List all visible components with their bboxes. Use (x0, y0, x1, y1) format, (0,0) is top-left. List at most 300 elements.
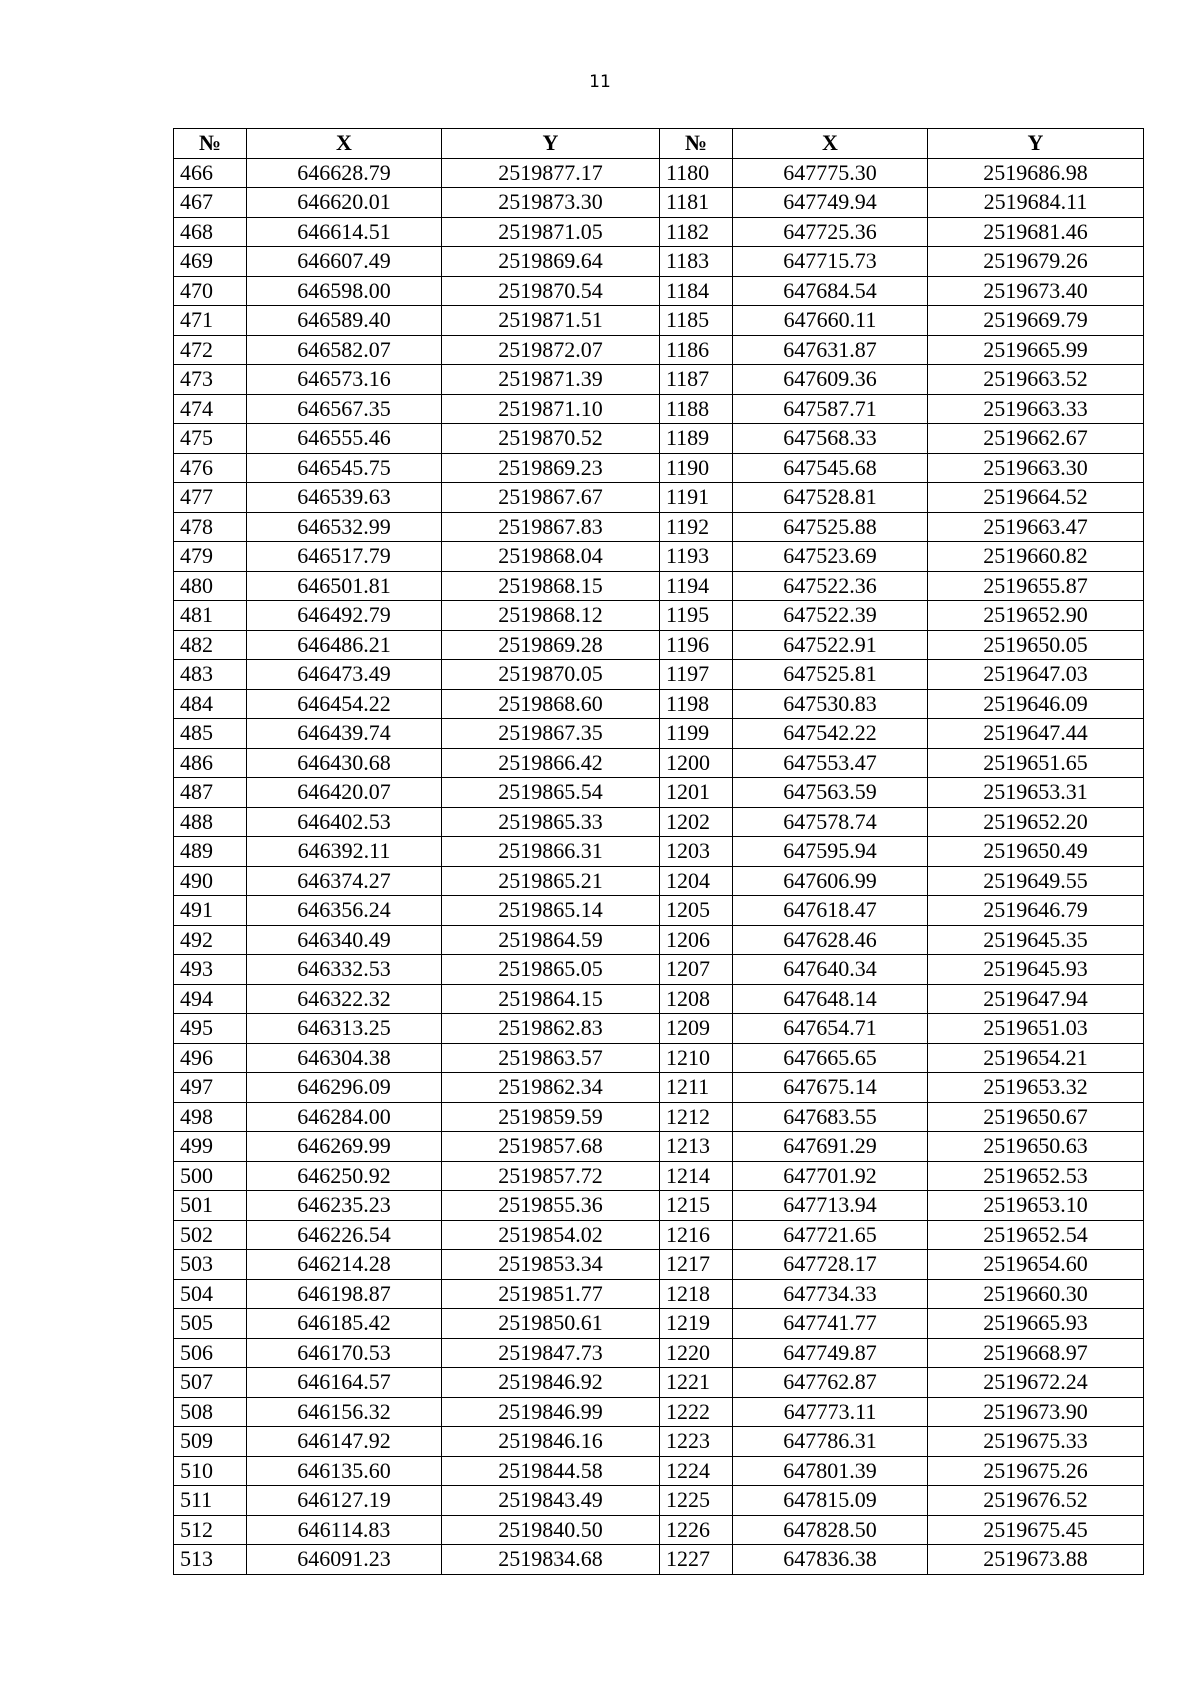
point-number-cell: 495 (174, 1014, 247, 1044)
x-coordinate-cell: 646114.83 (247, 1515, 442, 1545)
header-row (174, 129, 1144, 159)
point-number-cell: 478 (174, 512, 247, 542)
x-coordinate-cell: 647701.92 (733, 1161, 928, 1191)
point-number-cell: 482 (174, 630, 247, 660)
point-number-cell: 477 (174, 483, 247, 513)
y-coordinate-cell: 2519867.83 (442, 512, 660, 542)
x-coordinate-cell: 646198.87 (247, 1279, 442, 1309)
point-number-cell: 1198 (660, 689, 733, 719)
y-coordinate-cell: 2519672.24 (928, 1368, 1144, 1398)
point-number-cell: 491 (174, 896, 247, 926)
table-row (174, 778, 1144, 808)
point-number-cell: 507 (174, 1368, 247, 1398)
table-row (174, 630, 1144, 660)
x-coordinate-cell: 647721.65 (733, 1220, 928, 1250)
point-number-cell: 1211 (660, 1073, 733, 1103)
x-coordinate-cell: 646156.32 (247, 1397, 442, 1427)
point-number-cell: 1192 (660, 512, 733, 542)
point-number-cell: 1212 (660, 1102, 733, 1132)
point-number-cell: 484 (174, 689, 247, 719)
y-coordinate-cell: 2519652.20 (928, 807, 1144, 837)
point-number-cell: 475 (174, 424, 247, 454)
point-number-cell: 1201 (660, 778, 733, 808)
point-number-cell: 1195 (660, 601, 733, 631)
x-coordinate-cell: 646322.32 (247, 984, 442, 1014)
x-coordinate-cell: 647525.81 (733, 660, 928, 690)
point-number-cell: 509 (174, 1427, 247, 1457)
point-number-cell: 1208 (660, 984, 733, 1014)
y-coordinate-cell: 2519865.05 (442, 955, 660, 985)
y-coordinate-cell: 2519650.05 (928, 630, 1144, 660)
x-coordinate-cell: 646501.81 (247, 571, 442, 601)
table-row (174, 483, 1144, 513)
y-coordinate-cell: 2519651.65 (928, 748, 1144, 778)
table-row (174, 896, 1144, 926)
x-coordinate-cell: 647691.29 (733, 1132, 928, 1162)
table-row (174, 512, 1144, 542)
x-coordinate-cell: 646420.07 (247, 778, 442, 808)
table-row (174, 335, 1144, 365)
y-coordinate-cell: 2519653.32 (928, 1073, 1144, 1103)
x-coordinate-cell: 646235.23 (247, 1191, 442, 1221)
x-coordinate-cell: 647786.31 (733, 1427, 928, 1457)
y-coordinate-cell: 2519862.83 (442, 1014, 660, 1044)
point-number-cell: 1210 (660, 1043, 733, 1073)
y-coordinate-cell: 2519665.93 (928, 1309, 1144, 1339)
y-coordinate-cell: 2519851.77 (442, 1279, 660, 1309)
point-number-cell: 497 (174, 1073, 247, 1103)
y-coordinate-cell: 2519654.60 (928, 1250, 1144, 1280)
table-row (174, 689, 1144, 719)
table-row (174, 1043, 1144, 1073)
y-coordinate-cell: 2519650.63 (928, 1132, 1144, 1162)
x-coordinate-cell: 646517.79 (247, 542, 442, 572)
x-coordinate-cell: 646392.11 (247, 837, 442, 867)
y-coordinate-cell: 2519662.67 (928, 424, 1144, 454)
y-coordinate-cell: 2519675.33 (928, 1427, 1144, 1457)
table-row (174, 1191, 1144, 1221)
y-coordinate-cell: 2519660.82 (928, 542, 1144, 572)
y-coordinate-cell: 2519865.14 (442, 896, 660, 926)
x-coordinate-cell: 647775.30 (733, 158, 928, 188)
x-coordinate-cell: 646170.53 (247, 1338, 442, 1368)
point-number-cell: 1186 (660, 335, 733, 365)
table-row (174, 1073, 1144, 1103)
table-row (174, 660, 1144, 690)
y-coordinate-cell: 2519676.52 (928, 1486, 1144, 1516)
point-number-cell: 467 (174, 188, 247, 218)
point-number-cell: 1182 (660, 217, 733, 247)
point-number-cell: 473 (174, 365, 247, 395)
table-row (174, 1279, 1144, 1309)
x-coordinate-cell: 647684.54 (733, 276, 928, 306)
page-number: 11 (589, 72, 611, 92)
y-coordinate-cell: 2519844.58 (442, 1456, 660, 1486)
y-coordinate-cell: 2519668.97 (928, 1338, 1144, 1368)
x-coordinate-cell: 646628.79 (247, 158, 442, 188)
y-coordinate-cell: 2519652.54 (928, 1220, 1144, 1250)
y-coordinate-cell: 2519877.17 (442, 158, 660, 188)
y-coordinate-cell: 2519651.03 (928, 1014, 1144, 1044)
x-coordinate-cell: 646356.24 (247, 896, 442, 926)
x-coordinate-cell: 647606.99 (733, 866, 928, 896)
point-number-cell: 471 (174, 306, 247, 336)
y-coordinate-cell: 2519673.88 (928, 1545, 1144, 1575)
x-coordinate-cell: 647762.87 (733, 1368, 928, 1398)
point-number-cell: 512 (174, 1515, 247, 1545)
point-number-cell: 1194 (660, 571, 733, 601)
table-row (174, 1161, 1144, 1191)
point-number-cell: 1199 (660, 719, 733, 749)
header-x-left: X (247, 129, 442, 159)
point-number-cell: 485 (174, 719, 247, 749)
x-coordinate-cell: 646598.00 (247, 276, 442, 306)
table-row (174, 955, 1144, 985)
y-coordinate-cell: 2519645.35 (928, 925, 1144, 955)
y-coordinate-cell: 2519847.73 (442, 1338, 660, 1368)
x-coordinate-cell: 646226.54 (247, 1220, 442, 1250)
y-coordinate-cell: 2519663.47 (928, 512, 1144, 542)
table-row (174, 984, 1144, 1014)
x-coordinate-cell: 646332.53 (247, 955, 442, 985)
x-coordinate-cell: 646127.19 (247, 1486, 442, 1516)
point-number-cell: 1219 (660, 1309, 733, 1339)
y-coordinate-cell: 2519873.30 (442, 188, 660, 218)
y-coordinate-cell: 2519664.52 (928, 483, 1144, 513)
y-coordinate-cell: 2519653.31 (928, 778, 1144, 808)
y-coordinate-cell: 2519679.26 (928, 247, 1144, 277)
x-coordinate-cell: 646269.99 (247, 1132, 442, 1162)
point-number-cell: 1221 (660, 1368, 733, 1398)
y-coordinate-cell: 2519867.35 (442, 719, 660, 749)
x-coordinate-cell: 647836.38 (733, 1545, 928, 1575)
x-coordinate-cell: 646340.49 (247, 925, 442, 955)
x-coordinate-cell: 647640.34 (733, 955, 928, 985)
point-number-cell: 492 (174, 925, 247, 955)
x-coordinate-cell: 647683.55 (733, 1102, 928, 1132)
point-number-cell: 1203 (660, 837, 733, 867)
y-coordinate-cell: 2519681.46 (928, 217, 1144, 247)
y-coordinate-cell: 2519663.52 (928, 365, 1144, 395)
x-coordinate-cell: 646492.79 (247, 601, 442, 631)
x-coordinate-cell: 647660.11 (733, 306, 928, 336)
y-coordinate-cell: 2519647.44 (928, 719, 1144, 749)
point-number-cell: 1189 (660, 424, 733, 454)
point-number-cell: 1204 (660, 866, 733, 896)
x-coordinate-cell: 646250.92 (247, 1161, 442, 1191)
x-coordinate-cell: 647631.87 (733, 335, 928, 365)
point-number-cell: 470 (174, 276, 247, 306)
table-row (174, 1545, 1144, 1575)
x-coordinate-cell: 646532.99 (247, 512, 442, 542)
point-number-cell: 468 (174, 217, 247, 247)
table-row (174, 424, 1144, 454)
x-coordinate-cell: 647522.91 (733, 630, 928, 660)
y-coordinate-cell: 2519846.16 (442, 1427, 660, 1457)
point-number-cell: 508 (174, 1397, 247, 1427)
table-body (174, 158, 1144, 1574)
table-row (174, 719, 1144, 749)
x-coordinate-cell: 646589.40 (247, 306, 442, 336)
x-coordinate-cell: 646135.60 (247, 1456, 442, 1486)
table-row (174, 276, 1144, 306)
y-coordinate-cell: 2519865.33 (442, 807, 660, 837)
y-coordinate-cell: 2519853.34 (442, 1250, 660, 1280)
point-number-cell: 502 (174, 1220, 247, 1250)
y-coordinate-cell: 2519854.02 (442, 1220, 660, 1250)
point-number-cell: 489 (174, 837, 247, 867)
x-coordinate-cell: 647713.94 (733, 1191, 928, 1221)
x-coordinate-cell: 647545.68 (733, 453, 928, 483)
x-coordinate-cell: 646374.27 (247, 866, 442, 896)
x-coordinate-cell: 647665.65 (733, 1043, 928, 1073)
x-coordinate-cell: 647609.36 (733, 365, 928, 395)
x-coordinate-cell: 646439.74 (247, 719, 442, 749)
x-coordinate-cell: 647654.71 (733, 1014, 928, 1044)
x-coordinate-cell: 646454.22 (247, 689, 442, 719)
point-number-cell: 511 (174, 1486, 247, 1516)
point-number-cell: 1202 (660, 807, 733, 837)
point-number-cell: 1220 (660, 1338, 733, 1368)
table-row (174, 1338, 1144, 1368)
y-coordinate-cell: 2519675.26 (928, 1456, 1144, 1486)
table-row (174, 1486, 1144, 1516)
y-coordinate-cell: 2519864.15 (442, 984, 660, 1014)
y-coordinate-cell: 2519647.03 (928, 660, 1144, 690)
y-coordinate-cell: 2519863.57 (442, 1043, 660, 1073)
point-number-cell: 1223 (660, 1427, 733, 1457)
x-coordinate-cell: 647675.14 (733, 1073, 928, 1103)
table-row (174, 1397, 1144, 1427)
x-coordinate-cell: 646091.23 (247, 1545, 442, 1575)
y-coordinate-cell: 2519871.05 (442, 217, 660, 247)
point-number-cell: 480 (174, 571, 247, 601)
x-coordinate-cell: 646214.28 (247, 1250, 442, 1280)
y-coordinate-cell: 2519850.61 (442, 1309, 660, 1339)
y-coordinate-cell: 2519843.49 (442, 1486, 660, 1516)
point-number-cell: 469 (174, 247, 247, 277)
x-coordinate-cell: 647815.09 (733, 1486, 928, 1516)
x-coordinate-cell: 647801.39 (733, 1456, 928, 1486)
point-number-cell: 1200 (660, 748, 733, 778)
y-coordinate-cell: 2519862.34 (442, 1073, 660, 1103)
y-coordinate-cell: 2519650.49 (928, 837, 1144, 867)
point-number-cell: 1187 (660, 365, 733, 395)
point-number-cell: 1180 (660, 158, 733, 188)
point-number-cell: 1218 (660, 1279, 733, 1309)
y-coordinate-cell: 2519652.53 (928, 1161, 1144, 1191)
y-coordinate-cell: 2519846.99 (442, 1397, 660, 1427)
x-coordinate-cell: 646473.49 (247, 660, 442, 690)
point-number-cell: 483 (174, 660, 247, 690)
point-number-cell: 493 (174, 955, 247, 985)
x-coordinate-cell: 647728.17 (733, 1250, 928, 1280)
y-coordinate-cell: 2519686.98 (928, 158, 1144, 188)
x-coordinate-cell: 646304.38 (247, 1043, 442, 1073)
point-number-cell: 1226 (660, 1515, 733, 1545)
header-number-left: № (174, 129, 247, 159)
table-row (174, 1368, 1144, 1398)
x-coordinate-cell: 647528.81 (733, 483, 928, 513)
y-coordinate-cell: 2519872.07 (442, 335, 660, 365)
table-row (174, 601, 1144, 631)
point-number-cell: 499 (174, 1132, 247, 1162)
x-coordinate-cell: 646430.68 (247, 748, 442, 778)
y-coordinate-cell: 2519870.54 (442, 276, 660, 306)
y-coordinate-cell: 2519673.40 (928, 276, 1144, 306)
table-row (174, 158, 1144, 188)
x-coordinate-cell: 647715.73 (733, 247, 928, 277)
y-coordinate-cell: 2519663.30 (928, 453, 1144, 483)
point-number-cell: 472 (174, 335, 247, 365)
table-row (174, 1515, 1144, 1545)
point-number-cell: 1181 (660, 188, 733, 218)
point-number-cell: 1188 (660, 394, 733, 424)
y-coordinate-cell: 2519870.05 (442, 660, 660, 690)
x-coordinate-cell: 647749.87 (733, 1338, 928, 1368)
y-coordinate-cell: 2519665.99 (928, 335, 1144, 365)
y-coordinate-cell: 2519846.92 (442, 1368, 660, 1398)
table-row (174, 306, 1144, 336)
x-coordinate-cell: 647568.33 (733, 424, 928, 454)
table-row (174, 807, 1144, 837)
x-coordinate-cell: 647587.71 (733, 394, 928, 424)
point-number-cell: 1206 (660, 925, 733, 955)
x-coordinate-cell: 646185.42 (247, 1309, 442, 1339)
y-coordinate-cell: 2519646.09 (928, 689, 1144, 719)
y-coordinate-cell: 2519652.90 (928, 601, 1144, 631)
table-row (174, 365, 1144, 395)
table-row (174, 748, 1144, 778)
point-number-cell: 498 (174, 1102, 247, 1132)
y-coordinate-cell: 2519653.10 (928, 1191, 1144, 1221)
point-number-cell: 1209 (660, 1014, 733, 1044)
table-row (174, 542, 1144, 572)
x-coordinate-cell: 646607.49 (247, 247, 442, 277)
point-number-cell: 1191 (660, 483, 733, 513)
header-x-right: X (733, 129, 928, 159)
table-row (174, 217, 1144, 247)
point-number-cell: 510 (174, 1456, 247, 1486)
x-coordinate-cell: 647542.22 (733, 719, 928, 749)
x-coordinate-cell: 647522.39 (733, 601, 928, 631)
y-coordinate-cell: 2519869.23 (442, 453, 660, 483)
x-coordinate-cell: 646402.53 (247, 807, 442, 837)
point-number-cell: 1213 (660, 1132, 733, 1162)
table-row (174, 1250, 1144, 1280)
table-row (174, 1456, 1144, 1486)
point-number-cell: 1185 (660, 306, 733, 336)
point-number-cell: 494 (174, 984, 247, 1014)
point-number-cell: 505 (174, 1309, 247, 1339)
point-number-cell: 1216 (660, 1220, 733, 1250)
y-coordinate-cell: 2519663.33 (928, 394, 1144, 424)
x-coordinate-cell: 646573.16 (247, 365, 442, 395)
x-coordinate-cell: 646620.01 (247, 188, 442, 218)
x-coordinate-cell: 646164.57 (247, 1368, 442, 1398)
y-coordinate-cell: 2519673.90 (928, 1397, 1144, 1427)
header-number-right: № (660, 129, 733, 159)
point-number-cell: 1222 (660, 1397, 733, 1427)
y-coordinate-cell: 2519867.67 (442, 483, 660, 513)
y-coordinate-cell: 2519868.15 (442, 571, 660, 601)
point-number-cell: 1207 (660, 955, 733, 985)
point-number-cell: 1184 (660, 276, 733, 306)
x-coordinate-cell: 646555.46 (247, 424, 442, 454)
table-row (174, 1220, 1144, 1250)
point-number-cell: 513 (174, 1545, 247, 1575)
y-coordinate-cell: 2519855.36 (442, 1191, 660, 1221)
point-number-cell: 486 (174, 748, 247, 778)
x-coordinate-cell: 646545.75 (247, 453, 442, 483)
x-coordinate-cell: 647553.47 (733, 748, 928, 778)
y-coordinate-cell: 2519857.72 (442, 1161, 660, 1191)
table-row (174, 866, 1144, 896)
point-number-cell: 1183 (660, 247, 733, 277)
point-number-cell: 488 (174, 807, 247, 837)
point-number-cell: 501 (174, 1191, 247, 1221)
table-row (174, 1014, 1144, 1044)
y-coordinate-cell: 2519675.45 (928, 1515, 1144, 1545)
x-coordinate-cell: 647741.77 (733, 1309, 928, 1339)
point-number-cell: 474 (174, 394, 247, 424)
x-coordinate-cell: 646539.63 (247, 483, 442, 513)
point-number-cell: 1227 (660, 1545, 733, 1575)
point-number-cell: 500 (174, 1161, 247, 1191)
point-number-cell: 503 (174, 1250, 247, 1280)
x-coordinate-cell: 647563.59 (733, 778, 928, 808)
x-coordinate-cell: 646296.09 (247, 1073, 442, 1103)
y-coordinate-cell: 2519654.21 (928, 1043, 1144, 1073)
y-coordinate-cell: 2519865.54 (442, 778, 660, 808)
point-number-cell: 1217 (660, 1250, 733, 1280)
point-number-cell: 506 (174, 1338, 247, 1368)
header-y-right: Y (928, 129, 1144, 159)
y-coordinate-cell: 2519868.60 (442, 689, 660, 719)
x-coordinate-cell: 646614.51 (247, 217, 442, 247)
point-number-cell: 479 (174, 542, 247, 572)
point-number-cell: 1197 (660, 660, 733, 690)
table-row (174, 837, 1144, 867)
x-coordinate-cell: 647578.74 (733, 807, 928, 837)
y-coordinate-cell: 2519655.87 (928, 571, 1144, 601)
point-number-cell: 504 (174, 1279, 247, 1309)
y-coordinate-cell: 2519869.64 (442, 247, 660, 277)
y-coordinate-cell: 2519870.52 (442, 424, 660, 454)
header-y-left: Y (442, 129, 660, 159)
x-coordinate-cell: 646313.25 (247, 1014, 442, 1044)
y-coordinate-cell: 2519840.50 (442, 1515, 660, 1545)
x-coordinate-cell: 647628.46 (733, 925, 928, 955)
y-coordinate-cell: 2519865.21 (442, 866, 660, 896)
x-coordinate-cell: 646284.00 (247, 1102, 442, 1132)
table-row (174, 1102, 1144, 1132)
point-number-cell: 1196 (660, 630, 733, 660)
point-number-cell: 487 (174, 778, 247, 808)
y-coordinate-cell: 2519868.12 (442, 601, 660, 631)
point-number-cell: 1224 (660, 1456, 733, 1486)
x-coordinate-cell: 646567.35 (247, 394, 442, 424)
y-coordinate-cell: 2519684.11 (928, 188, 1144, 218)
y-coordinate-cell: 2519871.10 (442, 394, 660, 424)
x-coordinate-cell: 646147.92 (247, 1427, 442, 1457)
x-coordinate-cell: 646582.07 (247, 335, 442, 365)
x-coordinate-cell: 647725.36 (733, 217, 928, 247)
x-coordinate-cell: 647773.11 (733, 1397, 928, 1427)
point-number-cell: 481 (174, 601, 247, 631)
point-number-cell: 1190 (660, 453, 733, 483)
x-coordinate-cell: 647618.47 (733, 896, 928, 926)
